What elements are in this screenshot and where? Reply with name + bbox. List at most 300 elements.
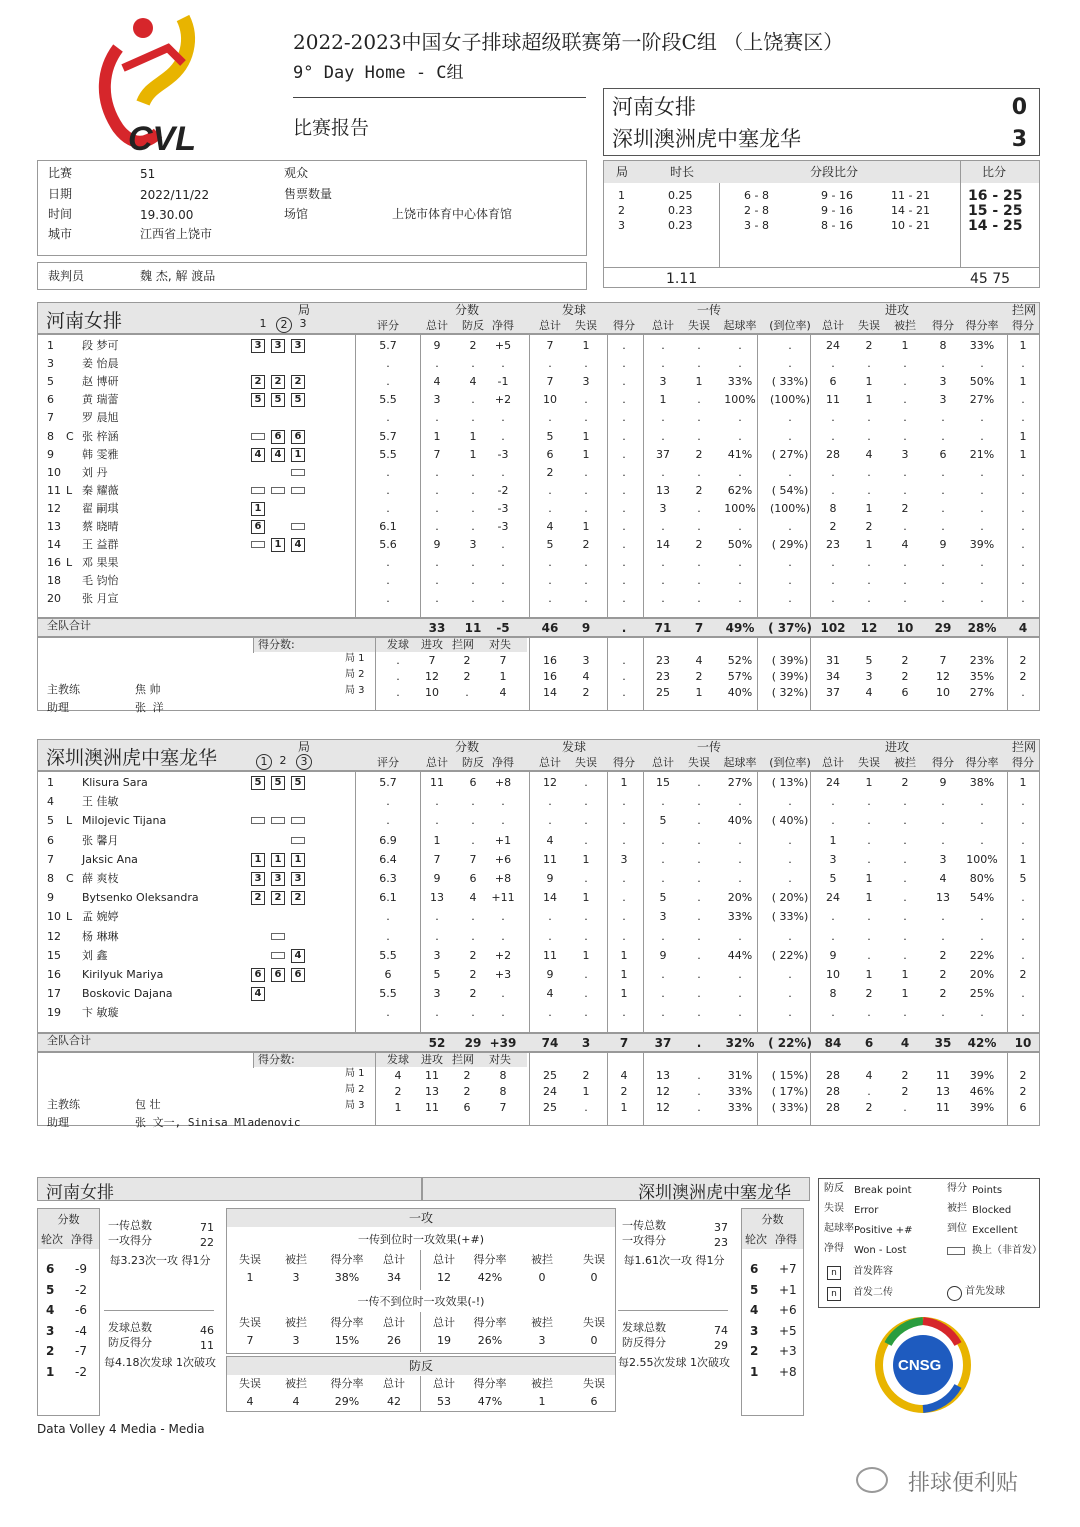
home-stat-b_pts: .: [1021, 393, 1025, 407]
home-player-name[interactable]: 黄 瑞蕾: [82, 393, 119, 407]
set-duration: 0.23: [668, 219, 693, 232]
home-stat-r_pos: .: [738, 357, 742, 371]
away-start-position: 1: [251, 853, 265, 867]
home-stat-s_tot: .: [548, 574, 552, 588]
away-rotation: 3: [750, 1323, 759, 1338]
away-set-points: 8: [499, 1068, 507, 1082]
home-stat-wl: -3: [497, 447, 509, 461]
home-head-score_group: 分数: [455, 303, 480, 317]
home-stat-total: .: [435, 411, 439, 425]
home-stat-a_pts: .: [941, 592, 945, 606]
home-sub-marker: [291, 487, 305, 494]
bottom-away-name: 深圳澳洲虎中塞龙华: [638, 1183, 791, 1203]
home-stat-a_pct: .: [980, 411, 984, 425]
home-set-stat-a_blk: 6: [901, 685, 909, 699]
home-stat-a_pts: .: [941, 483, 945, 497]
away-stat-s_tot: 11: [543, 948, 557, 962]
away-total-r_err: .: [696, 1035, 702, 1050]
home-stat-s_tot: .: [548, 592, 552, 606]
fa-good-value: 0: [590, 1271, 598, 1284]
away-set-points: 2: [463, 1068, 471, 1082]
away-stat-r_exc: .: [788, 987, 792, 1001]
away-stat-a_pts: .: [941, 929, 945, 943]
away-player-name[interactable]: 杨 琳琳: [82, 929, 119, 943]
legend-en2: Points: [972, 1185, 1003, 1196]
home-player-name[interactable]: 王 益群: [82, 538, 119, 552]
away-stat-a_tot: 3: [829, 852, 837, 866]
away-player-number: 8: [47, 872, 54, 885]
away-stat-a_pts: 2: [939, 987, 947, 1001]
away-player-number: 9: [47, 891, 54, 905]
home-player-name[interactable]: 韩 雯雅: [82, 447, 119, 461]
away-stat-r_tot: 5: [659, 891, 667, 905]
home-stat-r_tot: 1: [659, 393, 667, 407]
home-stat-r_exc: (100%): [769, 501, 811, 515]
home-stat-r_pos: .: [738, 411, 742, 425]
legend-box: [818, 1178, 1040, 1308]
home-set-stat-a_blk: 2: [901, 669, 909, 683]
away-stat-total: 1: [433, 833, 441, 847]
away-stat-total: .: [435, 1006, 439, 1020]
home-player-name[interactable]: 张 月宣: [82, 592, 119, 606]
home-set-stat-a_pts: 12: [936, 669, 950, 683]
away-stat-bp: .: [471, 1006, 475, 1020]
away-total-bp: 29: [464, 1035, 482, 1050]
home-set-points: .: [465, 685, 469, 699]
away-stat-r_err: .: [697, 776, 701, 789]
home-player-name[interactable]: 邓 果果: [82, 556, 119, 570]
away-stat-r_exc: .: [788, 1006, 792, 1020]
away-stat-s_pts: .: [622, 891, 626, 905]
away-col-b_pts: 得分: [1012, 756, 1034, 769]
away-set-stat-r_pos: 33%: [727, 1084, 753, 1098]
home-set-stat-b_pts: 2: [1019, 669, 1027, 683]
info-label-0: 比赛: [48, 166, 73, 180]
away-player-name[interactable]: 孟 婉婷: [82, 910, 119, 924]
set-partial-3: 11 - 21: [891, 189, 930, 202]
away-stat-r_pos: .: [738, 987, 742, 1001]
home-start-position: 6: [251, 520, 265, 534]
home-set-stat-s_pts: .: [622, 653, 626, 667]
legend-cn: 失误: [824, 1203, 844, 1214]
away-stat-total: 9: [433, 872, 441, 885]
home-set-stat-a_tot: 31: [826, 653, 840, 667]
home-stat-r_exc: .: [788, 339, 792, 352]
home-start-position: 6: [271, 430, 285, 444]
away-points-head: 拦网: [452, 1052, 474, 1066]
away-stat-a_blk: 1: [901, 968, 909, 981]
home-stat-r_tot: .: [661, 556, 665, 570]
home-stat-s_pts: .: [622, 501, 626, 515]
away-player-name[interactable]: 薛 爽枝: [82, 872, 119, 885]
away-start-position: 2: [291, 891, 305, 905]
home-player-name[interactable]: 罗 晨旭: [82, 411, 119, 425]
away-stat-r_err: .: [697, 795, 701, 809]
fa-good-value: 38%: [334, 1271, 360, 1284]
legend-en2: Blocked: [972, 1205, 1012, 1216]
away-set-stat-a_pct: 39%: [969, 1068, 995, 1082]
home-sub-marker: [271, 487, 285, 494]
home-stat-a_blk: 4: [901, 538, 909, 552]
away-stat-a_blk: 2: [901, 776, 909, 789]
home-stat-bp: .: [471, 592, 475, 606]
away-player-name[interactable]: 刘 鑫: [82, 948, 108, 962]
away-player-number: 6: [47, 833, 54, 847]
home-stat-a_pct: 33%: [969, 339, 995, 352]
home-total-a_blk: 10: [896, 620, 914, 635]
away-set-points: 4: [394, 1068, 402, 1082]
home-assistant-label: 助理: [47, 700, 69, 714]
home-total-total: 33: [428, 620, 446, 635]
away-player-name[interactable]: Boskovic Dajana: [82, 987, 173, 1001]
away-player-name[interactable]: Kirilyuk Mariya: [82, 968, 164, 981]
home-stat-a_pct: .: [980, 429, 984, 443]
counter-head: 得分率: [473, 1377, 507, 1390]
away-stat-bp: .: [471, 929, 475, 943]
home-stat-r_exc: ( 29%): [771, 538, 809, 552]
home-player-name[interactable]: 刘 丹: [82, 465, 108, 479]
score-away-team: 深圳澳洲虎中塞龙华: [612, 127, 801, 151]
home-player-name[interactable]: 翟 嗣琪: [82, 501, 119, 515]
home-total-s_tot: 46: [541, 620, 559, 635]
away-stat-r_err: .: [697, 814, 701, 828]
score-away-sets: 3: [1011, 127, 1027, 152]
home-rotation: 4: [46, 1303, 55, 1317]
home-sub-marker: [291, 523, 305, 530]
home-stat-s_pts: .: [622, 592, 626, 606]
away-col-r_pos: 起球率: [723, 756, 757, 769]
home-stat-r_exc: .: [788, 465, 792, 479]
home-total-r_pos: 49%: [725, 620, 755, 635]
away-recv-total: 37: [714, 1221, 728, 1234]
away-stat-total: .: [435, 814, 439, 828]
home-set-points: 7: [428, 653, 436, 667]
set-number: 3: [618, 219, 625, 232]
home-stat-bp: 4: [469, 375, 477, 389]
first-attack-title: 一攻: [408, 1211, 433, 1225]
set-partial-2: 8 - 16: [821, 219, 853, 232]
home-stat-s_err: .: [584, 501, 588, 515]
home-set-stat-r_err: 4: [695, 653, 703, 667]
home-rotation: 3: [46, 1323, 55, 1338]
home-stat-a_err: .: [867, 411, 871, 425]
counter-head: 失误: [239, 1377, 261, 1390]
away-sub-marker: [291, 837, 305, 844]
home-player-number: 9: [47, 447, 54, 461]
home-start-position: 6: [291, 430, 305, 444]
away-player-number: 19: [47, 1006, 61, 1020]
home-start-position: 4: [291, 538, 305, 552]
away-stat-s_tot: .: [548, 1006, 552, 1020]
away-stat-s_err: 1: [582, 852, 590, 866]
home-recv-total: 71: [200, 1221, 214, 1234]
sets-head-dur: 时长: [670, 165, 695, 179]
home-stat-r_pos: 100%: [724, 393, 756, 407]
legend-en: Won - Lost: [854, 1245, 907, 1256]
away-total-label: 全队合计: [47, 1033, 91, 1047]
away-set-stat-a_err: .: [867, 1084, 871, 1098]
home-stat-a_blk: .: [903, 520, 907, 533]
home-stat-r_pos: .: [738, 574, 742, 588]
info-label-3: 城市: [48, 227, 73, 241]
home-bp-label: 防反得分: [108, 1336, 152, 1349]
home-stat-a_pct: .: [980, 574, 984, 588]
home-points-head: 对失: [489, 637, 511, 651]
home-set-points: 2: [463, 653, 471, 667]
home-stat-rating: 5.6: [379, 538, 397, 552]
away-stat-b_pts: .: [1021, 814, 1025, 828]
legend-cn: 净得: [824, 1243, 844, 1254]
away-stat-s_pts: .: [622, 929, 626, 943]
away-stat-rating: 5.5: [379, 948, 397, 962]
fa-bad-title: 一传不到位时一攻效果(-!): [357, 1295, 485, 1308]
away-player-name[interactable]: 张 馨月: [82, 833, 119, 847]
counter-head: 总计: [433, 1377, 455, 1390]
home-stat-total: .: [435, 592, 439, 606]
home-stat-r_err: .: [697, 574, 701, 588]
home-stat-a_pts: .: [941, 520, 945, 533]
away-stat-bp: 6: [469, 776, 477, 789]
home-set-points: 7: [499, 653, 507, 667]
home-total-s_err: 9: [581, 620, 591, 635]
away-stat-wl: +3: [494, 968, 512, 981]
home-stat-a_pts: 3: [939, 375, 947, 389]
away-points-head: 对失: [489, 1052, 511, 1066]
home-stat-s_pts: .: [622, 538, 626, 552]
home-stat-r_tot: .: [661, 465, 665, 479]
home-fa-points: 22: [200, 1236, 214, 1249]
home-stat-s_pts: .: [622, 339, 626, 352]
home-stat-a_pts: 6: [939, 447, 947, 461]
info-label2-0: 观众: [284, 166, 309, 180]
away-stat-a_err: .: [867, 929, 871, 943]
home-stat-a_pct: .: [980, 592, 984, 606]
away-stat-r_exc: ( 20%): [771, 891, 809, 905]
away-stat-s_pts: .: [622, 872, 626, 885]
set-partial-3: 10 - 21: [891, 219, 930, 232]
away-stat-r_pos: 20%: [727, 891, 753, 905]
home-stat-wl: +2: [494, 393, 512, 407]
away-player-name[interactable]: 卞 敏璇: [82, 1006, 119, 1020]
home-player-name[interactable]: 赵 博研: [82, 375, 119, 389]
away-set-points: 7: [499, 1100, 507, 1114]
away-player-name[interactable]: Klisura Sara: [82, 776, 148, 789]
home-stat-r_exc: (100%): [769, 393, 811, 407]
away-rotation: 2: [750, 1344, 759, 1358]
fa-good-value: 42%: [477, 1271, 503, 1284]
away-set-stat-r_tot: 12: [656, 1084, 670, 1098]
away-player-name[interactable]: Jaksic Ana: [82, 852, 138, 866]
set-score: 15 - 25: [968, 203, 1023, 219]
home-player-name[interactable]: 毛 钧怡: [82, 574, 119, 588]
away-player-number: 10: [47, 910, 61, 924]
home-stat-total: 9: [433, 339, 441, 352]
legend-start: 首发阵容: [853, 1266, 893, 1277]
home-stat-r_err: 2: [695, 538, 703, 552]
fa-bad-head: 得分率: [330, 1316, 364, 1329]
legend-cn: 防反: [824, 1183, 844, 1194]
home-stat-r_pos: .: [738, 339, 742, 352]
home-stat-r_exc: .: [788, 429, 792, 443]
home-stat-bp: .: [471, 483, 475, 497]
away-stat-s_tot: 14: [543, 891, 557, 905]
home-set-stat-s_err: 3: [582, 653, 590, 667]
away-stat-a_pts: 4: [939, 872, 947, 885]
home-col-r_tot: 总计: [652, 319, 674, 332]
home-stat-b_pts: 1: [1019, 429, 1027, 443]
away-set-stat-a_pts: 11: [936, 1068, 950, 1082]
home-stat-r_tot: .: [661, 429, 665, 443]
home-stat-a_blk: .: [903, 483, 907, 497]
home-rotation-net: -2: [75, 1364, 87, 1379]
away-stat-total: .: [435, 910, 439, 924]
away-stat-total: .: [435, 795, 439, 809]
away-stat-s_tot: .: [548, 814, 552, 828]
home-set-points: 4: [499, 685, 507, 699]
home-player-name[interactable]: 张 梓涵: [82, 429, 119, 443]
home-stat-s_err: 1: [582, 429, 590, 443]
home-set-stat-a_tot: 37: [826, 685, 840, 699]
home-stat-s_pts: .: [622, 483, 626, 497]
home-start-position: 5: [251, 393, 265, 407]
away-rotation-net: +7: [779, 1262, 797, 1276]
away-stat-r_pos: 40%: [727, 814, 753, 828]
home-stat-r_tot: 14: [656, 538, 670, 552]
home-set-stat-a_pts: 10: [936, 685, 950, 699]
home-col-r_exc: (到位率): [769, 319, 811, 332]
away-player-name[interactable]: Bytsenko Oleksandra: [82, 891, 199, 905]
home-stat-total: 9: [433, 538, 441, 552]
home-stat-a_tot: 23: [826, 538, 840, 552]
away-stat-a_pct: 20%: [969, 968, 995, 981]
away-stat-r_pos: 33%: [727, 910, 753, 924]
home-points-head: 发球: [387, 637, 409, 651]
home-stat-s_pts: .: [622, 375, 626, 389]
away-player-number: 16: [47, 968, 61, 981]
away-stat-a_err: 2: [865, 987, 873, 1001]
legend-n-2: n: [827, 1287, 841, 1301]
home-stat-r_err: .: [697, 501, 701, 515]
away-stat-a_pts: 2: [939, 948, 947, 962]
away-stat-a_blk: .: [903, 948, 907, 962]
away-stat-r_tot: .: [661, 795, 665, 809]
away-total-r_pos: 32%: [725, 1035, 755, 1050]
away-set-row-label: 局 1: [345, 1067, 365, 1079]
home-stat-rating: .: [386, 375, 390, 389]
away-stat-r_tot: .: [661, 968, 665, 981]
away-head-blk_group: 拦网: [1012, 740, 1037, 754]
away-set-points: 2: [463, 1084, 471, 1098]
home-start-position: 5: [291, 393, 305, 407]
home-stat-s_err: .: [584, 592, 588, 606]
home-rotation: 1: [46, 1364, 55, 1379]
away-stat-s_err: .: [584, 968, 588, 981]
home-stat-s_tot: 7: [546, 339, 554, 352]
home-player-name[interactable]: 秦 耀薇: [82, 483, 119, 497]
away-stat-a_pct: .: [980, 910, 984, 924]
away-stat-bp: .: [471, 814, 475, 828]
away-stat-rating: .: [386, 1006, 390, 1020]
home-set-points: .: [396, 653, 400, 667]
home-stat-r_pos: 41%: [727, 447, 753, 461]
home-stat-r_tot: 37: [656, 447, 670, 461]
legend-first-serve: 首先发球: [965, 1286, 1005, 1297]
home-set-points: 1: [499, 669, 507, 683]
home-stat-r_err: .: [697, 465, 701, 479]
home-stat-a_pts: .: [941, 556, 945, 570]
counter-value: 53: [437, 1395, 451, 1408]
home-stat-s_tot: .: [548, 556, 552, 570]
away-col-wl: 净得: [492, 756, 514, 769]
fa-bad-head: 失误: [239, 1316, 261, 1329]
away-sub-marker: [271, 952, 285, 959]
home-stat-rating: 5.7: [379, 339, 397, 352]
home-col-a_tot: 总计: [822, 319, 844, 332]
home-player-name[interactable]: 段 梦可: [82, 339, 119, 352]
away-stat-b_pts: 2: [1019, 968, 1027, 981]
legend-sub-icon: [947, 1247, 965, 1255]
home-stat-s_err: 2: [582, 538, 590, 552]
fa-bad-value: 7: [246, 1334, 254, 1347]
home-points-head: 拦网: [452, 637, 474, 651]
away-stat-rating: .: [386, 814, 390, 828]
away-set-mark-1: 1: [256, 754, 272, 770]
home-col-a_pct: 得分率: [965, 319, 999, 332]
home-set-stat-r_exc: ( 39%): [771, 669, 809, 683]
score-home-sets: 0: [1011, 95, 1027, 120]
home-set-stat-a_blk: 2: [901, 653, 909, 667]
home-set-mark-2: 2: [276, 317, 292, 333]
away-stat-a_tot: 10: [826, 968, 840, 981]
away-stat-s_tot: 12: [543, 776, 557, 789]
away-stat-s_tot: 9: [546, 968, 554, 981]
fa-bad-head: 失误: [583, 1316, 605, 1329]
away-stat-bp: 6: [469, 872, 477, 885]
away-player-name[interactable]: Milojevic Tijana: [82, 814, 167, 828]
counter-value: 42: [387, 1395, 401, 1408]
fa-good-value: 34: [387, 1271, 401, 1284]
home-stat-b_pts: 1: [1019, 447, 1027, 461]
away-set-stat-r_err: .: [697, 1100, 701, 1114]
away-stat-s_err: .: [584, 910, 588, 924]
home-stat-r_pos: .: [738, 520, 742, 533]
away-sub-marker: [271, 933, 285, 940]
home-rotation: 2: [46, 1344, 55, 1358]
home-stat-bp: .: [471, 520, 475, 533]
set-partial-3: 14 - 21: [891, 204, 930, 217]
away-set-stat-s_tot: 24: [543, 1084, 557, 1098]
home-player-name[interactable]: 蔡 晓晴: [82, 520, 119, 533]
away-points-head: 发球: [387, 1052, 409, 1066]
home-team-name: 河南女排: [46, 310, 123, 332]
away-stat-r_exc: .: [788, 852, 792, 866]
away-stat-s_err: .: [584, 814, 588, 828]
home-player-number: 7: [47, 411, 54, 425]
home-player-name[interactable]: 姜 怡晨: [82, 357, 119, 371]
away-player-name[interactable]: 王 佳敏: [82, 795, 119, 809]
away-stat-total: .: [435, 929, 439, 943]
home-stat-r_exc: ( 54%): [771, 483, 809, 497]
home-start-position: 4: [251, 448, 265, 462]
counter-value: 1: [538, 1395, 546, 1408]
away-head-recv_group: 一传: [697, 740, 722, 754]
away-head-score_group: 分数: [455, 740, 480, 754]
home-stat-r_tot: .: [661, 357, 665, 371]
home-stat-r_tot: .: [661, 411, 665, 425]
home-stat-a_blk: .: [903, 574, 907, 588]
home-stat-rating: .: [386, 357, 390, 371]
home-stat-a_pct: .: [980, 483, 984, 497]
